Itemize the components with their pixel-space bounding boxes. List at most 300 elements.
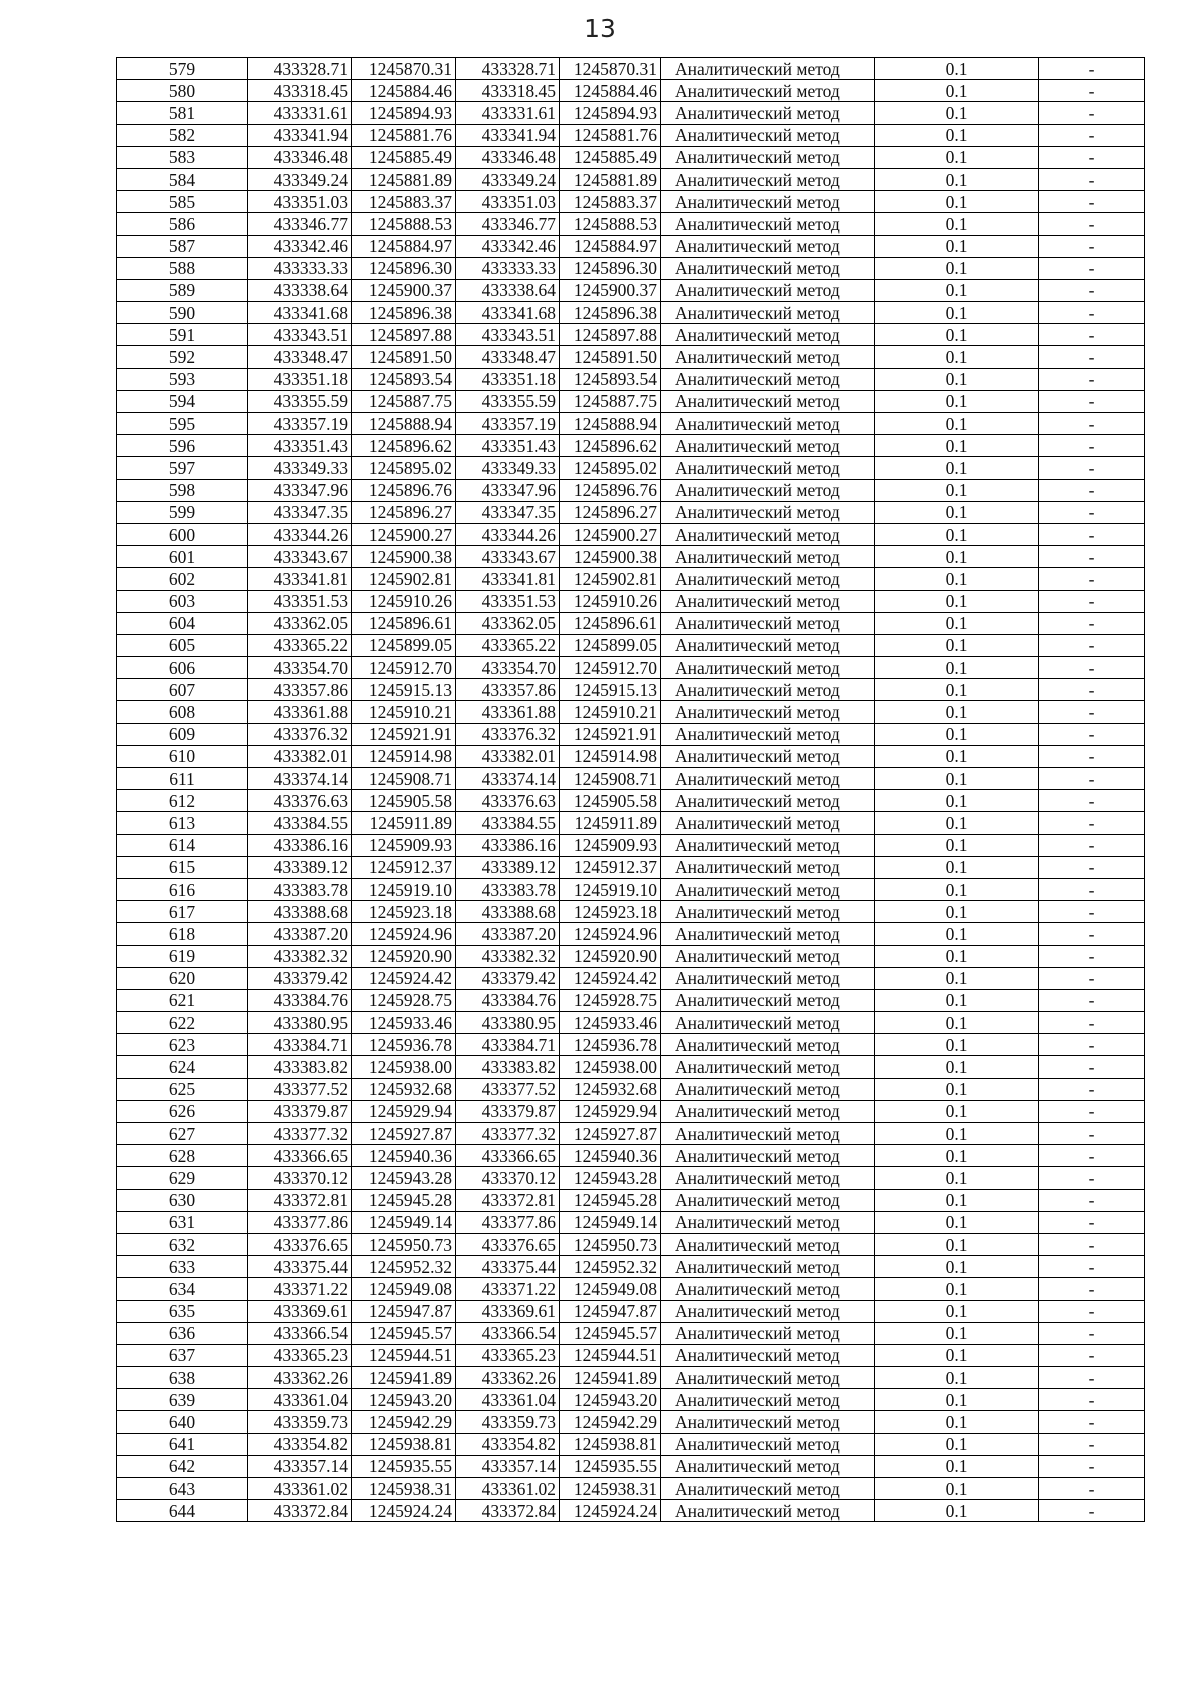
x-coordinate-cell: 433382.01 <box>456 745 560 767</box>
description-cell: - <box>1039 945 1145 967</box>
x-coordinate-cell: 433361.02 <box>248 1478 352 1500</box>
y-coordinate-cell: 1245945.57 <box>352 1322 456 1344</box>
x-coordinate-cell: 433384.55 <box>456 812 560 834</box>
point-number-cell: 597 <box>117 457 248 479</box>
y-coordinate-cell: 1245896.27 <box>560 501 661 523</box>
x-coordinate-cell: 433354.82 <box>248 1433 352 1455</box>
description-cell: - <box>1039 745 1145 767</box>
x-coordinate-cell: 433346.48 <box>456 146 560 168</box>
description-cell: - <box>1039 435 1145 457</box>
y-coordinate-cell: 1245897.88 <box>560 324 661 346</box>
description-cell: - <box>1039 590 1145 612</box>
x-coordinate-cell: 433347.35 <box>456 501 560 523</box>
table-row <box>117 812 1145 834</box>
point-number-cell: 612 <box>117 790 248 812</box>
x-coordinate-cell: 433347.96 <box>456 479 560 501</box>
table-row <box>117 901 1145 923</box>
accuracy-cell: 0.1 <box>875 346 1039 368</box>
x-coordinate-cell: 433351.03 <box>456 191 560 213</box>
table-row <box>117 523 1145 545</box>
method-cell: Аналитический метод <box>661 768 875 790</box>
table-row <box>117 657 1145 679</box>
point-number-cell: 610 <box>117 745 248 767</box>
y-coordinate-cell: 1245936.78 <box>560 1034 661 1056</box>
y-coordinate-cell: 1245894.93 <box>560 102 661 124</box>
x-coordinate-cell: 433351.18 <box>248 368 352 390</box>
x-coordinate-cell: 433348.47 <box>456 346 560 368</box>
x-coordinate-cell: 433361.02 <box>456 1478 560 1500</box>
accuracy-cell: 0.1 <box>875 657 1039 679</box>
method-cell: Аналитический метод <box>661 745 875 767</box>
description-cell: - <box>1039 80 1145 102</box>
accuracy-cell: 0.1 <box>875 989 1039 1011</box>
accuracy-cell: 0.1 <box>875 1478 1039 1500</box>
point-number-cell: 643 <box>117 1478 248 1500</box>
x-coordinate-cell: 433384.55 <box>248 812 352 834</box>
method-cell: Аналитический метод <box>661 235 875 257</box>
x-coordinate-cell: 433331.61 <box>456 102 560 124</box>
table-row <box>117 989 1145 1011</box>
x-coordinate-cell: 433318.45 <box>456 80 560 102</box>
description-cell: - <box>1039 812 1145 834</box>
y-coordinate-cell: 1245881.76 <box>560 124 661 146</box>
x-coordinate-cell: 433343.67 <box>248 546 352 568</box>
y-coordinate-cell: 1245924.96 <box>560 923 661 945</box>
description-cell: - <box>1039 634 1145 656</box>
x-coordinate-cell: 433375.44 <box>248 1256 352 1278</box>
y-coordinate-cell: 1245949.08 <box>560 1278 661 1300</box>
method-cell: Аналитический метод <box>661 1123 875 1145</box>
point-number-cell: 616 <box>117 878 248 900</box>
table-row <box>117 1233 1145 1255</box>
accuracy-cell: 0.1 <box>875 213 1039 235</box>
method-cell: Аналитический метод <box>661 612 875 634</box>
y-coordinate-cell: 1245942.29 <box>352 1411 456 1433</box>
table-row <box>117 1411 1145 1433</box>
y-coordinate-cell: 1245921.91 <box>352 723 456 745</box>
y-coordinate-cell: 1245881.76 <box>352 124 456 146</box>
x-coordinate-cell: 433354.82 <box>456 1433 560 1455</box>
y-coordinate-cell: 1245908.71 <box>352 768 456 790</box>
y-coordinate-cell: 1245942.29 <box>560 1411 661 1433</box>
description-cell: - <box>1039 168 1145 190</box>
description-cell: - <box>1039 191 1145 213</box>
point-number-cell: 639 <box>117 1389 248 1411</box>
method-cell: Аналитический метод <box>661 812 875 834</box>
y-coordinate-cell: 1245944.51 <box>560 1344 661 1366</box>
point-number-cell: 580 <box>117 80 248 102</box>
accuracy-cell: 0.1 <box>875 1034 1039 1056</box>
x-coordinate-cell: 433371.22 <box>248 1278 352 1300</box>
method-cell: Аналитический метод <box>661 945 875 967</box>
accuracy-cell: 0.1 <box>875 1500 1039 1522</box>
description-cell: - <box>1039 368 1145 390</box>
x-coordinate-cell: 433344.26 <box>248 523 352 545</box>
accuracy-cell: 0.1 <box>875 102 1039 124</box>
table-row <box>117 679 1145 701</box>
x-coordinate-cell: 433338.64 <box>456 279 560 301</box>
point-number-cell: 622 <box>117 1012 248 1034</box>
accuracy-cell: 0.1 <box>875 1455 1039 1477</box>
y-coordinate-cell: 1245896.61 <box>560 612 661 634</box>
accuracy-cell: 0.1 <box>875 1211 1039 1233</box>
description-cell: - <box>1039 1300 1145 1322</box>
y-coordinate-cell: 1245912.70 <box>560 657 661 679</box>
description-cell: - <box>1039 568 1145 590</box>
accuracy-cell: 0.1 <box>875 546 1039 568</box>
x-coordinate-cell: 433369.61 <box>456 1300 560 1322</box>
accuracy-cell: 0.1 <box>875 457 1039 479</box>
x-coordinate-cell: 433362.26 <box>248 1367 352 1389</box>
method-cell: Аналитический метод <box>661 679 875 701</box>
y-coordinate-cell: 1245933.46 <box>560 1012 661 1034</box>
table-row <box>117 257 1145 279</box>
table-row <box>117 1078 1145 1100</box>
method-cell: Аналитический метод <box>661 1211 875 1233</box>
x-coordinate-cell: 433386.16 <box>248 834 352 856</box>
x-coordinate-cell: 433365.22 <box>456 634 560 656</box>
accuracy-cell: 0.1 <box>875 168 1039 190</box>
description-cell: - <box>1039 856 1145 878</box>
point-number-cell: 613 <box>117 812 248 834</box>
point-number-cell: 625 <box>117 1078 248 1100</box>
y-coordinate-cell: 1245896.38 <box>352 302 456 324</box>
x-coordinate-cell: 433344.26 <box>456 523 560 545</box>
accuracy-cell: 0.1 <box>875 435 1039 457</box>
y-coordinate-cell: 1245945.57 <box>560 1322 661 1344</box>
x-coordinate-cell: 433359.73 <box>248 1411 352 1433</box>
x-coordinate-cell: 433380.95 <box>248 1012 352 1034</box>
table-row <box>117 612 1145 634</box>
method-cell: Аналитический метод <box>661 1389 875 1411</box>
accuracy-cell: 0.1 <box>875 1100 1039 1122</box>
point-number-cell: 624 <box>117 1056 248 1078</box>
table-row <box>117 58 1145 80</box>
x-coordinate-cell: 433342.46 <box>456 235 560 257</box>
x-coordinate-cell: 433377.32 <box>248 1123 352 1145</box>
description-cell: - <box>1039 1478 1145 1500</box>
accuracy-cell: 0.1 <box>875 1012 1039 1034</box>
method-cell: Аналитический метод <box>661 856 875 878</box>
y-coordinate-cell: 1245900.27 <box>352 523 456 545</box>
y-coordinate-cell: 1245929.94 <box>352 1100 456 1122</box>
method-cell: Аналитический метод <box>661 901 875 923</box>
x-coordinate-cell: 433351.53 <box>248 590 352 612</box>
y-coordinate-cell: 1245938.00 <box>560 1056 661 1078</box>
point-number-cell: 579 <box>117 58 248 80</box>
x-coordinate-cell: 433342.46 <box>248 235 352 257</box>
method-cell: Аналитический метод <box>661 1189 875 1211</box>
y-coordinate-cell: 1245885.49 <box>560 146 661 168</box>
description-cell: - <box>1039 1233 1145 1255</box>
accuracy-cell: 0.1 <box>875 1344 1039 1366</box>
table-row <box>117 302 1145 324</box>
accuracy-cell: 0.1 <box>875 634 1039 656</box>
x-coordinate-cell: 433379.42 <box>248 967 352 989</box>
y-coordinate-cell: 1245938.00 <box>352 1056 456 1078</box>
method-cell: Аналитический метод <box>661 102 875 124</box>
y-coordinate-cell: 1245884.97 <box>560 235 661 257</box>
accuracy-cell: 0.1 <box>875 745 1039 767</box>
method-cell: Аналитический метод <box>661 1455 875 1477</box>
point-number-cell: 600 <box>117 523 248 545</box>
point-number-cell: 590 <box>117 302 248 324</box>
y-coordinate-cell: 1245870.31 <box>352 58 456 80</box>
point-number-cell: 640 <box>117 1411 248 1433</box>
y-coordinate-cell: 1245896.62 <box>352 435 456 457</box>
method-cell: Аналитический метод <box>661 590 875 612</box>
x-coordinate-cell: 433354.70 <box>456 657 560 679</box>
y-coordinate-cell: 1245884.46 <box>560 80 661 102</box>
method-cell: Аналитический метод <box>661 501 875 523</box>
table-row <box>117 634 1145 656</box>
accuracy-cell: 0.1 <box>875 878 1039 900</box>
x-coordinate-cell: 433376.65 <box>248 1233 352 1255</box>
y-coordinate-cell: 1245900.37 <box>352 279 456 301</box>
y-coordinate-cell: 1245896.61 <box>352 612 456 634</box>
y-coordinate-cell: 1245915.13 <box>352 679 456 701</box>
table-row <box>117 546 1145 568</box>
point-number-cell: 620 <box>117 967 248 989</box>
y-coordinate-cell: 1245910.26 <box>352 590 456 612</box>
x-coordinate-cell: 433377.86 <box>248 1211 352 1233</box>
point-number-cell: 599 <box>117 501 248 523</box>
table-row <box>117 324 1145 346</box>
x-coordinate-cell: 433343.51 <box>248 324 352 346</box>
description-cell: - <box>1039 878 1145 900</box>
y-coordinate-cell: 1245897.88 <box>352 324 456 346</box>
y-coordinate-cell: 1245920.90 <box>560 945 661 967</box>
x-coordinate-cell: 433383.78 <box>456 878 560 900</box>
x-coordinate-cell: 433366.54 <box>456 1322 560 1344</box>
x-coordinate-cell: 433349.33 <box>248 457 352 479</box>
accuracy-cell: 0.1 <box>875 390 1039 412</box>
accuracy-cell: 0.1 <box>875 768 1039 790</box>
y-coordinate-cell: 1245919.10 <box>560 878 661 900</box>
table-row <box>117 1012 1145 1034</box>
method-cell: Аналитический метод <box>661 1500 875 1522</box>
point-number-cell: 584 <box>117 168 248 190</box>
method-cell: Аналитический метод <box>661 457 875 479</box>
table-row <box>117 368 1145 390</box>
y-coordinate-cell: 1245932.68 <box>560 1078 661 1100</box>
x-coordinate-cell: 433383.82 <box>456 1056 560 1078</box>
y-coordinate-cell: 1245885.49 <box>352 146 456 168</box>
accuracy-cell: 0.1 <box>875 368 1039 390</box>
x-coordinate-cell: 433377.52 <box>248 1078 352 1100</box>
description-cell: - <box>1039 501 1145 523</box>
accuracy-cell: 0.1 <box>875 1056 1039 1078</box>
accuracy-cell: 0.1 <box>875 923 1039 945</box>
method-cell: Аналитический метод <box>661 989 875 1011</box>
point-number-cell: 603 <box>117 590 248 612</box>
method-cell: Аналитический метод <box>661 967 875 989</box>
x-coordinate-cell: 433370.12 <box>248 1167 352 1189</box>
x-coordinate-cell: 433341.94 <box>456 124 560 146</box>
y-coordinate-cell: 1245887.75 <box>560 390 661 412</box>
method-cell: Аналитический метод <box>661 191 875 213</box>
y-coordinate-cell: 1245891.50 <box>560 346 661 368</box>
point-number-cell: 641 <box>117 1433 248 1455</box>
x-coordinate-cell: 433379.42 <box>456 967 560 989</box>
x-coordinate-cell: 433377.86 <box>456 1211 560 1233</box>
accuracy-cell: 0.1 <box>875 413 1039 435</box>
x-coordinate-cell: 433357.19 <box>248 413 352 435</box>
x-coordinate-cell: 433346.77 <box>456 213 560 235</box>
accuracy-cell: 0.1 <box>875 701 1039 723</box>
y-coordinate-cell: 1245884.97 <box>352 235 456 257</box>
y-coordinate-cell: 1245910.21 <box>352 701 456 723</box>
accuracy-cell: 0.1 <box>875 723 1039 745</box>
method-cell: Аналитический метод <box>661 324 875 346</box>
x-coordinate-cell: 433377.52 <box>456 1078 560 1100</box>
y-coordinate-cell: 1245893.54 <box>560 368 661 390</box>
x-coordinate-cell: 433357.86 <box>456 679 560 701</box>
x-coordinate-cell: 433383.82 <box>248 1056 352 1078</box>
description-cell: - <box>1039 1211 1145 1233</box>
description-cell: - <box>1039 324 1145 346</box>
x-coordinate-cell: 433389.12 <box>248 856 352 878</box>
y-coordinate-cell: 1245938.31 <box>352 1478 456 1500</box>
x-coordinate-cell: 433362.05 <box>456 612 560 634</box>
point-number-cell: 602 <box>117 568 248 590</box>
description-cell: - <box>1039 279 1145 301</box>
y-coordinate-cell: 1245947.87 <box>352 1300 456 1322</box>
y-coordinate-cell: 1245933.46 <box>352 1012 456 1034</box>
x-coordinate-cell: 433384.71 <box>456 1034 560 1056</box>
y-coordinate-cell: 1245941.89 <box>560 1367 661 1389</box>
x-coordinate-cell: 433380.95 <box>456 1012 560 1034</box>
x-coordinate-cell: 433372.84 <box>456 1500 560 1522</box>
y-coordinate-cell: 1245900.38 <box>560 546 661 568</box>
y-coordinate-cell: 1245928.75 <box>352 989 456 1011</box>
y-coordinate-cell: 1245910.26 <box>560 590 661 612</box>
accuracy-cell: 0.1 <box>875 945 1039 967</box>
x-coordinate-cell: 433354.70 <box>248 657 352 679</box>
method-cell: Аналитический метод <box>661 523 875 545</box>
description-cell: - <box>1039 967 1145 989</box>
accuracy-cell: 0.1 <box>875 257 1039 279</box>
x-coordinate-cell: 433382.32 <box>456 945 560 967</box>
point-number-cell: 601 <box>117 546 248 568</box>
description-cell: - <box>1039 146 1145 168</box>
x-coordinate-cell: 433366.65 <box>248 1145 352 1167</box>
method-cell: Аналитический метод <box>661 1100 875 1122</box>
y-coordinate-cell: 1245949.14 <box>560 1211 661 1233</box>
x-coordinate-cell: 433361.88 <box>248 701 352 723</box>
y-coordinate-cell: 1245941.89 <box>352 1367 456 1389</box>
y-coordinate-cell: 1245929.94 <box>560 1100 661 1122</box>
y-coordinate-cell: 1245912.37 <box>352 856 456 878</box>
x-coordinate-cell: 433357.19 <box>456 413 560 435</box>
point-number-cell: 615 <box>117 856 248 878</box>
accuracy-cell: 0.1 <box>875 834 1039 856</box>
description-cell: - <box>1039 1189 1145 1211</box>
table-row <box>117 1056 1145 1078</box>
accuracy-cell: 0.1 <box>875 1145 1039 1167</box>
point-number-cell: 586 <box>117 213 248 235</box>
x-coordinate-cell: 433389.12 <box>456 856 560 878</box>
x-coordinate-cell: 433359.73 <box>456 1411 560 1433</box>
table-row <box>117 1455 1145 1477</box>
description-cell: - <box>1039 413 1145 435</box>
x-coordinate-cell: 433369.61 <box>248 1300 352 1322</box>
point-number-cell: 631 <box>117 1211 248 1233</box>
y-coordinate-cell: 1245896.76 <box>352 479 456 501</box>
table-row <box>117 279 1145 301</box>
point-number-cell: 621 <box>117 989 248 1011</box>
y-coordinate-cell: 1245888.94 <box>352 413 456 435</box>
y-coordinate-cell: 1245940.36 <box>560 1145 661 1167</box>
point-number-cell: 581 <box>117 102 248 124</box>
x-coordinate-cell: 433376.65 <box>456 1233 560 1255</box>
y-coordinate-cell: 1245915.13 <box>560 679 661 701</box>
table-row <box>117 878 1145 900</box>
description-cell: - <box>1039 1034 1145 1056</box>
x-coordinate-cell: 433357.86 <box>248 679 352 701</box>
x-coordinate-cell: 433346.48 <box>248 146 352 168</box>
table-row <box>117 346 1145 368</box>
y-coordinate-cell: 1245891.50 <box>352 346 456 368</box>
x-coordinate-cell: 433365.23 <box>248 1344 352 1366</box>
x-coordinate-cell: 433379.87 <box>248 1100 352 1122</box>
description-cell: - <box>1039 923 1145 945</box>
table-row <box>117 723 1145 745</box>
method-cell: Аналитический метод <box>661 1233 875 1255</box>
table-row <box>117 1123 1145 1145</box>
description-cell: - <box>1039 1167 1145 1189</box>
point-number-cell: 611 <box>117 768 248 790</box>
table-row <box>117 1300 1145 1322</box>
accuracy-cell: 0.1 <box>875 590 1039 612</box>
method-cell: Аналитический метод <box>661 1256 875 1278</box>
y-coordinate-cell: 1245938.81 <box>352 1433 456 1455</box>
table-row <box>117 146 1145 168</box>
y-coordinate-cell: 1245902.81 <box>352 568 456 590</box>
accuracy-cell: 0.1 <box>875 58 1039 80</box>
y-coordinate-cell: 1245919.10 <box>352 878 456 900</box>
y-coordinate-cell: 1245950.73 <box>560 1233 661 1255</box>
point-number-cell: 583 <box>117 146 248 168</box>
table-row <box>117 1389 1145 1411</box>
description-cell: - <box>1039 1145 1145 1167</box>
y-coordinate-cell: 1245920.90 <box>352 945 456 967</box>
accuracy-cell: 0.1 <box>875 1389 1039 1411</box>
accuracy-cell: 0.1 <box>875 324 1039 346</box>
method-cell: Аналитический метод <box>661 701 875 723</box>
x-coordinate-cell: 433351.53 <box>456 590 560 612</box>
accuracy-cell: 0.1 <box>875 568 1039 590</box>
y-coordinate-cell: 1245896.38 <box>560 302 661 324</box>
y-coordinate-cell: 1245896.30 <box>560 257 661 279</box>
description-cell: - <box>1039 1433 1145 1455</box>
table-row <box>117 213 1145 235</box>
method-cell: Аналитический метод <box>661 146 875 168</box>
point-number-cell: 623 <box>117 1034 248 1056</box>
description-cell: - <box>1039 790 1145 812</box>
point-number-cell: 626 <box>117 1100 248 1122</box>
table-row <box>117 1367 1145 1389</box>
accuracy-cell: 0.1 <box>875 1278 1039 1300</box>
x-coordinate-cell: 433361.88 <box>456 701 560 723</box>
description-cell: - <box>1039 612 1145 634</box>
y-coordinate-cell: 1245888.53 <box>560 213 661 235</box>
point-number-cell: 591 <box>117 324 248 346</box>
y-coordinate-cell: 1245896.27 <box>352 501 456 523</box>
method-cell: Аналитический метод <box>661 58 875 80</box>
method-cell: Аналитический метод <box>661 1478 875 1500</box>
y-coordinate-cell: 1245923.18 <box>560 901 661 923</box>
